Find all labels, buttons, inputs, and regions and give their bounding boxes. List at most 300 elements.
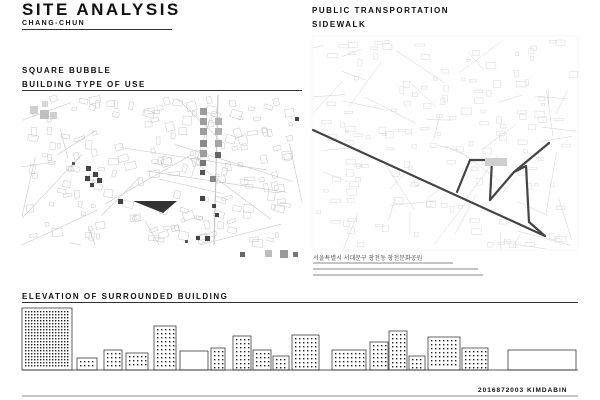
window: [485, 351, 486, 352]
window: [396, 342, 397, 343]
window: [256, 361, 257, 362]
window: [43, 338, 44, 339]
window: [55, 341, 56, 342]
window: [67, 338, 68, 339]
window: [355, 361, 356, 362]
window: [84, 361, 85, 362]
window: [455, 348, 456, 349]
window: [40, 332, 41, 333]
window: [385, 353, 386, 354]
map-caption-address: 서울특별시 서대문구 창천동 창천문화공원: [313, 256, 423, 262]
window: [351, 365, 352, 366]
window: [115, 353, 116, 354]
window: [58, 323, 59, 324]
window: [40, 320, 41, 321]
window: [473, 363, 474, 364]
window: [58, 353, 59, 354]
window: [31, 326, 32, 327]
elevation-heading: ELEVATION OF SURROUNDED BUILDING: [22, 292, 229, 301]
window: [34, 329, 35, 330]
window: [392, 338, 393, 339]
window: [55, 359, 56, 360]
window: [31, 344, 32, 345]
window: [473, 367, 474, 368]
window: [244, 347, 245, 348]
window: [455, 356, 456, 357]
window: [299, 362, 300, 363]
window: [61, 353, 62, 354]
window: [49, 356, 50, 357]
window: [64, 347, 65, 348]
window: [315, 350, 316, 351]
window: [58, 317, 59, 318]
elevation-building: [233, 336, 251, 370]
window: [25, 356, 26, 357]
window: [67, 314, 68, 315]
window: [455, 364, 456, 365]
right-map-heading-1: PUBLIC TRANSPORTATION: [312, 6, 449, 15]
window: [439, 344, 440, 345]
window: [67, 320, 68, 321]
window: [119, 365, 120, 366]
window: [46, 335, 47, 336]
window: [435, 364, 436, 365]
window: [111, 361, 112, 362]
window: [447, 348, 448, 349]
window: [165, 361, 166, 362]
window: [37, 356, 38, 357]
window: [55, 329, 56, 330]
window: [119, 357, 120, 358]
window: [169, 365, 170, 366]
window: [43, 311, 44, 312]
window: [311, 362, 312, 363]
window: [43, 335, 44, 336]
window: [303, 346, 304, 347]
window: [31, 329, 32, 330]
window: [373, 361, 374, 362]
window: [40, 314, 41, 315]
window: [347, 357, 348, 358]
window: [49, 344, 50, 345]
window: [465, 351, 466, 352]
window: [416, 359, 417, 360]
window: [161, 345, 162, 346]
window: [40, 326, 41, 327]
window: [61, 362, 62, 363]
window: [465, 363, 466, 364]
window: [119, 361, 120, 362]
window: [311, 346, 312, 347]
window: [392, 334, 393, 335]
window: [55, 350, 56, 351]
elevation-building: [180, 351, 208, 370]
window: [392, 366, 393, 367]
window: [451, 348, 452, 349]
window: [64, 317, 65, 318]
window: [67, 353, 68, 354]
window: [31, 314, 32, 315]
window: [58, 338, 59, 339]
window: [396, 338, 397, 339]
window: [303, 354, 304, 355]
window: [58, 359, 59, 360]
window: [248, 339, 249, 340]
window: [46, 329, 47, 330]
window: [43, 347, 44, 348]
window: [49, 365, 50, 366]
window: [43, 365, 44, 366]
window: [173, 345, 174, 346]
window: [335, 357, 336, 358]
window: [46, 344, 47, 345]
window: [240, 343, 241, 344]
window: [339, 353, 340, 354]
window: [46, 323, 47, 324]
window: [343, 353, 344, 354]
window: [477, 355, 478, 356]
window: [61, 344, 62, 345]
window: [295, 358, 296, 359]
window: [173, 349, 174, 350]
window: [141, 356, 142, 357]
window: [400, 342, 401, 343]
window: [404, 354, 405, 355]
window: [37, 311, 38, 312]
window: [404, 334, 405, 335]
window: [43, 341, 44, 342]
window: [55, 335, 56, 336]
window: [412, 363, 413, 364]
window: [55, 320, 56, 321]
window: [373, 345, 374, 346]
window: [67, 335, 68, 336]
window: [477, 367, 478, 368]
window: [276, 363, 277, 364]
window: [49, 338, 50, 339]
left-map-heading-1: SQUARE BUBBLE: [22, 66, 112, 75]
window: [431, 352, 432, 353]
window: [157, 361, 158, 362]
window: [169, 357, 170, 358]
window: [381, 361, 382, 362]
window: [295, 362, 296, 363]
window: [25, 347, 26, 348]
window: [481, 367, 482, 368]
window: [404, 362, 405, 363]
window: [107, 353, 108, 354]
window: [145, 356, 146, 357]
window: [43, 353, 44, 354]
window: [400, 338, 401, 339]
window: [157, 341, 158, 342]
window: [157, 329, 158, 330]
window: [240, 359, 241, 360]
window: [396, 334, 397, 335]
window: [307, 362, 308, 363]
window: [359, 353, 360, 354]
window: [400, 354, 401, 355]
window: [34, 320, 35, 321]
window: [451, 340, 452, 341]
window: [447, 360, 448, 361]
window: [477, 359, 478, 360]
window: [64, 314, 65, 315]
window: [61, 365, 62, 366]
window: [64, 344, 65, 345]
window: [67, 347, 68, 348]
window: [55, 317, 56, 318]
window: [256, 357, 257, 358]
window: [34, 353, 35, 354]
window: [400, 366, 401, 367]
window: [37, 341, 38, 342]
window: [214, 359, 215, 360]
window: [343, 365, 344, 366]
window: [31, 341, 32, 342]
window: [40, 350, 41, 351]
window: [25, 332, 26, 333]
window: [46, 347, 47, 348]
window: [455, 352, 456, 353]
window: [55, 326, 56, 327]
window: [34, 332, 35, 333]
window: [25, 329, 26, 330]
window: [303, 362, 304, 363]
window: [165, 349, 166, 350]
window: [435, 344, 436, 345]
window: [133, 360, 134, 361]
window: [129, 364, 130, 365]
window: [359, 365, 360, 366]
window: [307, 354, 308, 355]
window: [222, 351, 223, 352]
window: [392, 362, 393, 363]
window: [385, 345, 386, 346]
window: [64, 341, 65, 342]
window: [465, 355, 466, 356]
window: [443, 360, 444, 361]
window: [52, 347, 53, 348]
window: [311, 338, 312, 339]
window: [46, 359, 47, 360]
window: [465, 367, 466, 368]
window: [173, 357, 174, 358]
window: [248, 343, 249, 344]
window: [43, 356, 44, 357]
window: [311, 342, 312, 343]
window: [451, 352, 452, 353]
window: [52, 323, 53, 324]
window: [473, 351, 474, 352]
window: [40, 335, 41, 336]
window: [25, 350, 26, 351]
window: [377, 345, 378, 346]
window: [412, 359, 413, 360]
window: [373, 353, 374, 354]
window: [377, 365, 378, 366]
window: [244, 359, 245, 360]
window: [161, 337, 162, 338]
window: [165, 345, 166, 346]
window: [392, 342, 393, 343]
window: [443, 352, 444, 353]
window: [61, 314, 62, 315]
window: [236, 351, 237, 352]
window: [400, 346, 401, 347]
window: [169, 329, 170, 330]
window: [25, 359, 26, 360]
window: [165, 337, 166, 338]
window: [377, 353, 378, 354]
window: [173, 341, 174, 342]
window: [31, 353, 32, 354]
window: [469, 351, 470, 352]
window: [61, 335, 62, 336]
window: [299, 354, 300, 355]
window: [284, 359, 285, 360]
window: [111, 353, 112, 354]
window: [157, 333, 158, 334]
window: [222, 355, 223, 356]
window: [404, 338, 405, 339]
window: [64, 329, 65, 330]
window: [28, 341, 29, 342]
window: [404, 366, 405, 367]
window: [260, 365, 261, 366]
window: [240, 347, 241, 348]
window: [46, 332, 47, 333]
window: [157, 345, 158, 346]
window: [295, 346, 296, 347]
window: [469, 359, 470, 360]
window: [34, 326, 35, 327]
window: [439, 340, 440, 341]
window: [137, 364, 138, 365]
window: [37, 359, 38, 360]
window: [240, 339, 241, 340]
window: [439, 348, 440, 349]
window: [315, 358, 316, 359]
window: [451, 344, 452, 345]
window: [25, 335, 26, 336]
window: [485, 359, 486, 360]
window: [373, 349, 374, 350]
window: [61, 311, 62, 312]
window: [49, 326, 50, 327]
window: [37, 344, 38, 345]
window: [28, 347, 29, 348]
window: [165, 329, 166, 330]
window: [46, 320, 47, 321]
window: [165, 333, 166, 334]
window: [55, 347, 56, 348]
window: [377, 349, 378, 350]
window: [396, 366, 397, 367]
window: [373, 365, 374, 366]
window: [31, 332, 32, 333]
window: [61, 341, 62, 342]
window: [339, 361, 340, 362]
window: [107, 361, 108, 362]
page-title: SITE ANALYSIS: [22, 0, 181, 19]
window: [315, 342, 316, 343]
window: [40, 311, 41, 312]
window: [28, 350, 29, 351]
window: [435, 348, 436, 349]
window: [64, 359, 65, 360]
window: [236, 359, 237, 360]
window: [439, 356, 440, 357]
window: [67, 350, 68, 351]
window: [469, 367, 470, 368]
window: [46, 362, 47, 363]
window: [52, 341, 53, 342]
window: [248, 367, 249, 368]
window: [34, 338, 35, 339]
window: [451, 360, 452, 361]
window: [218, 367, 219, 368]
window: [400, 350, 401, 351]
window: [169, 353, 170, 354]
window: [396, 350, 397, 351]
window: [129, 360, 130, 361]
window: [236, 343, 237, 344]
window: [52, 329, 53, 330]
window: [469, 363, 470, 364]
window: [46, 338, 47, 339]
window: [37, 338, 38, 339]
window: [28, 323, 29, 324]
window: [169, 337, 170, 338]
window: [28, 314, 29, 315]
window: [58, 329, 59, 330]
window: [373, 357, 374, 358]
window: [37, 350, 38, 351]
window: [52, 362, 53, 363]
window: [61, 329, 62, 330]
window: [169, 345, 170, 346]
window: [28, 326, 29, 327]
window: [49, 323, 50, 324]
window: [392, 354, 393, 355]
window: [264, 361, 265, 362]
window: [218, 355, 219, 356]
window: [385, 349, 386, 350]
window: [40, 317, 41, 318]
window: [359, 357, 360, 358]
window: [339, 357, 340, 358]
window: [40, 362, 41, 363]
window: [37, 323, 38, 324]
window: [347, 361, 348, 362]
window: [92, 365, 93, 366]
window: [264, 357, 265, 358]
window: [240, 363, 241, 364]
window: [311, 358, 312, 359]
window: [107, 357, 108, 358]
window: [55, 323, 56, 324]
window: [43, 362, 44, 363]
window: [256, 365, 257, 366]
window: [214, 351, 215, 352]
window: [477, 351, 478, 352]
window: [34, 359, 35, 360]
window: [49, 329, 50, 330]
window: [111, 357, 112, 358]
window: [335, 353, 336, 354]
window: [240, 351, 241, 352]
